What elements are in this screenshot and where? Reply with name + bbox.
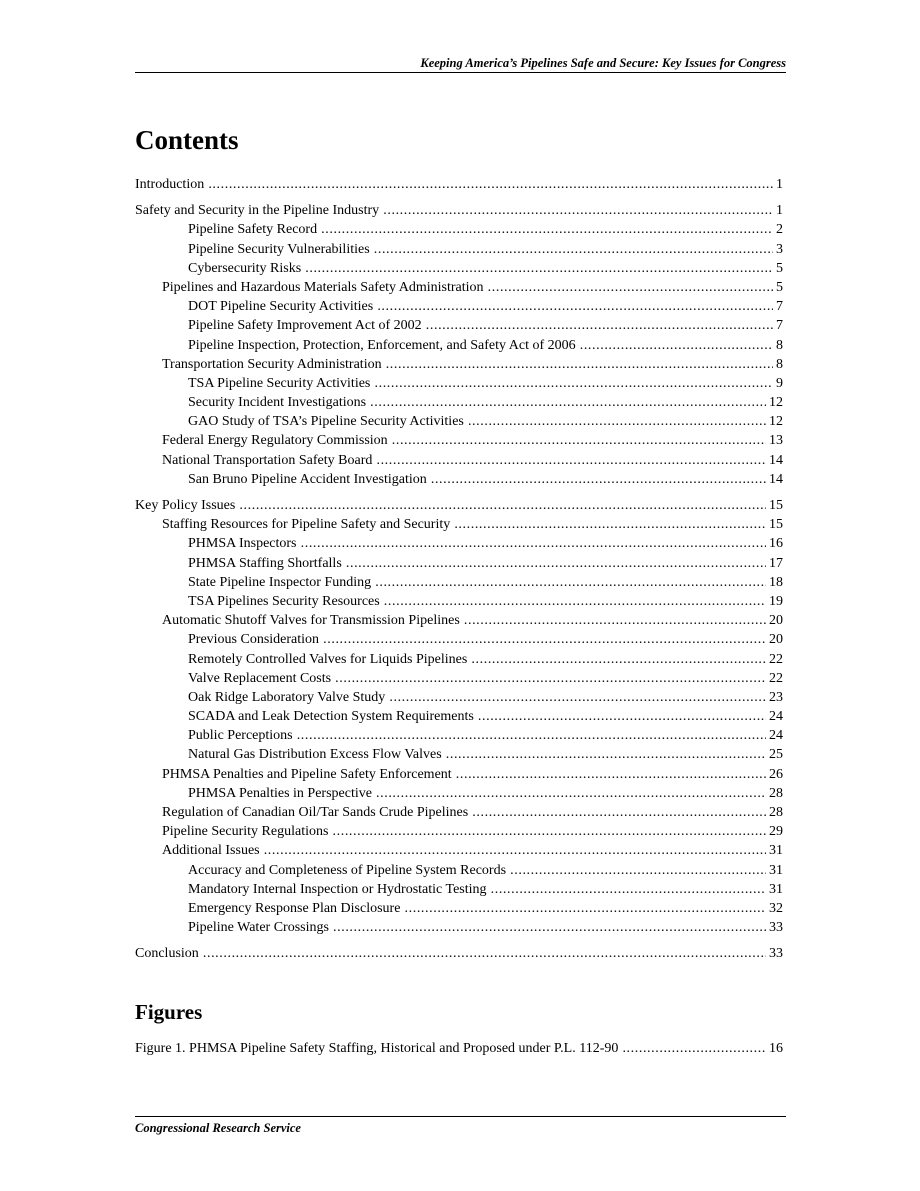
toc-entry-page-number: 28 xyxy=(766,803,783,822)
toc-entry-title: State Pipeline Inspector Funding ..... xyxy=(135,573,783,592)
toc-entry-page-number: 33 xyxy=(766,944,783,963)
toc-entry-title: Pipeline Inspection, Protection, Enforcement, and Safety Act of 2006 ..... xyxy=(135,336,783,355)
toc-entry[interactable] xyxy=(135,765,783,784)
contents-heading: Contents xyxy=(135,125,239,155)
toc-entry[interactable] xyxy=(135,259,783,278)
toc-entry-title: Regulation of Canadian Oil/Tar Sands Crude Pipelines ..... xyxy=(135,803,783,822)
toc-entry[interactable] xyxy=(135,355,783,374)
toc-entry-title: Security Incident Investigations ..... xyxy=(135,393,783,412)
toc-entry-page-number: 8 xyxy=(773,355,783,374)
toc-entry-title: Public Perceptions ..... xyxy=(135,726,783,745)
toc-entry-title: Remotely Controlled Valves for Liquids Pipelines ..... xyxy=(135,650,783,669)
toc-entry-title: Introduction ..... xyxy=(135,175,783,194)
figures-heading: Figures xyxy=(135,1000,203,1024)
toc-entry-title: Previous Consideration ..... xyxy=(135,630,783,649)
toc-entry[interactable] xyxy=(135,393,783,412)
toc-entry[interactable] xyxy=(135,688,783,707)
toc-entry-page-number: 15 xyxy=(766,515,783,534)
toc-entry-page-number: 17 xyxy=(766,554,783,573)
toc-entry[interactable] xyxy=(135,316,783,335)
toc-entry-page-number: 12 xyxy=(766,412,783,431)
toc-entry[interactable] xyxy=(135,431,783,450)
toc-entry-page-number: 28 xyxy=(766,784,783,803)
toc-entry-page-number: 3 xyxy=(773,240,783,259)
toc-entry-page-number: 33 xyxy=(766,918,783,937)
toc-entry-page-number: 13 xyxy=(766,431,783,450)
toc-entry[interactable] xyxy=(135,240,783,259)
toc-entry-title: Figure 1. PHMSA Pipeline Safety Staffing, Historical and Proposed under P.L. 112-90 ..... xyxy=(135,1039,783,1058)
running-footer: Congressional Research Service xyxy=(135,1121,301,1135)
toc-entry[interactable] xyxy=(135,592,783,611)
toc-entry-page-number: 31 xyxy=(766,861,783,880)
toc-entry-title: Automatic Shutoff Valves for Transmission Pipelines ..... xyxy=(135,611,783,630)
toc-entry[interactable] xyxy=(135,669,783,688)
table-of-contents xyxy=(135,175,783,964)
toc-entry[interactable] xyxy=(135,841,783,860)
toc-entry[interactable] xyxy=(135,175,783,194)
toc-entry-title: Staffing Resources for Pipeline Safety and Security ..... xyxy=(135,515,783,534)
toc-entry-page-number: 7 xyxy=(773,316,783,335)
toc-entry[interactable] xyxy=(135,1039,783,1058)
toc-entry-title: PHMSA Inspectors ..... xyxy=(135,534,783,553)
toc-entry[interactable] xyxy=(135,496,783,515)
toc-entry-title: National Transportation Safety Board ..... xyxy=(135,451,783,470)
toc-entry-page-number: 9 xyxy=(773,374,783,393)
toc-entry[interactable] xyxy=(135,374,783,393)
toc-entry-title: Pipeline Safety Record ..... xyxy=(135,220,783,239)
toc-entry-page-number: 20 xyxy=(766,611,783,630)
toc-entry[interactable] xyxy=(135,554,783,573)
toc-entry-title: Key Policy Issues ..... xyxy=(135,496,783,515)
toc-entry[interactable] xyxy=(135,611,783,630)
toc-entry[interactable] xyxy=(135,726,783,745)
toc-entry-page-number: 1 xyxy=(773,175,783,194)
toc-entry-page-number: 19 xyxy=(766,592,783,611)
toc-entry[interactable] xyxy=(135,861,783,880)
toc-entry-title: PHMSA Penalties in Perspective ..... xyxy=(135,784,783,803)
toc-entry[interactable] xyxy=(135,515,783,534)
toc-entry[interactable] xyxy=(135,745,783,764)
toc-entry-page-number: 22 xyxy=(766,650,783,669)
toc-entry[interactable] xyxy=(135,822,783,841)
toc-entry-page-number: 22 xyxy=(766,669,783,688)
header-rule xyxy=(135,72,786,73)
toc-entry-page-number: 24 xyxy=(766,726,783,745)
toc-entry-title: DOT Pipeline Security Activities ..... xyxy=(135,297,783,316)
toc-entry-title: Cybersecurity Risks ..... xyxy=(135,259,783,278)
toc-entry-title: Additional Issues ..... xyxy=(135,841,783,860)
toc-entry-title: Transportation Security Administration ..... xyxy=(135,355,783,374)
list-of-figures xyxy=(135,1039,783,1058)
toc-entry-title: San Bruno Pipeline Accident Investigation ..... xyxy=(135,470,783,489)
toc-entry-page-number: 26 xyxy=(766,765,783,784)
toc-entry[interactable] xyxy=(135,297,783,316)
toc-entry-page-number: 32 xyxy=(766,899,783,918)
toc-entry-title: Federal Energy Regulatory Commission ..... xyxy=(135,431,783,450)
toc-entry[interactable] xyxy=(135,336,783,355)
toc-entry-page-number: 31 xyxy=(766,841,783,860)
toc-entry-page-number: 20 xyxy=(766,630,783,649)
toc-entry-page-number: 31 xyxy=(766,880,783,899)
toc-entry[interactable] xyxy=(135,451,783,470)
footer-rule xyxy=(135,1116,786,1117)
toc-entry-page-number: 23 xyxy=(766,688,783,707)
toc-entry[interactable] xyxy=(135,534,783,553)
toc-entry-title: PHMSA Staffing Shortfalls ..... xyxy=(135,554,783,573)
toc-entry-page-number: 25 xyxy=(766,745,783,764)
toc-entry-page-number: 8 xyxy=(773,336,783,355)
toc-entry[interactable] xyxy=(135,630,783,649)
toc-entry-title: Pipeline Security Vulnerabilities ..... xyxy=(135,240,783,259)
toc-entry[interactable] xyxy=(135,650,783,669)
toc-entry-page-number: 14 xyxy=(766,470,783,489)
toc-entry-page-number: 5 xyxy=(773,259,783,278)
running-header: Keeping America’s Pipelines Safe and Secure: Key Issues for Congress xyxy=(420,56,786,70)
toc-entry[interactable] xyxy=(135,470,783,489)
toc-entry-title: Conclusion ..... xyxy=(135,944,783,963)
toc-entry-title: PHMSA Penalties and Pipeline Safety Enforcement ..... xyxy=(135,765,783,784)
toc-entry[interactable] xyxy=(135,899,783,918)
toc-entry-page-number: 7 xyxy=(773,297,783,316)
toc-entry-title: Natural Gas Distribution Excess Flow Valves ..... xyxy=(135,745,783,764)
toc-entry[interactable] xyxy=(135,201,783,220)
toc-entry-page-number: 1 xyxy=(773,201,783,220)
toc-entry[interactable] xyxy=(135,944,783,963)
toc-entry[interactable] xyxy=(135,803,783,822)
toc-entry[interactable] xyxy=(135,573,783,592)
toc-entry-page-number: 5 xyxy=(773,278,783,297)
toc-entry-title: GAO Study of TSA’s Pipeline Security Activities ..... xyxy=(135,412,783,431)
toc-entry-title: Mandatory Internal Inspection or Hydrostatic Testing ..... xyxy=(135,880,783,899)
toc-entry-title: Accuracy and Completeness of Pipeline System Records ..... xyxy=(135,861,783,880)
toc-entry-title: SCADA and Leak Detection System Requirements ..... xyxy=(135,707,783,726)
toc-entry[interactable] xyxy=(135,784,783,803)
toc-entry-page-number: 16 xyxy=(766,534,783,553)
toc-entry-page-number: 15 xyxy=(766,496,783,515)
toc-entry-title: TSA Pipelines Security Resources ..... xyxy=(135,592,783,611)
toc-entry-title: Safety and Security in the Pipeline Industry ..... xyxy=(135,201,783,220)
toc-entry-title: Pipelines and Hazardous Materials Safety Administration ..... xyxy=(135,278,783,297)
toc-entry-page-number: 2 xyxy=(773,220,783,239)
toc-entry-title: Oak Ridge Laboratory Valve Study ..... xyxy=(135,688,783,707)
toc-entry-title: Pipeline Water Crossings ..... xyxy=(135,918,783,937)
toc-entry-page-number: 16 xyxy=(766,1039,783,1058)
toc-entry[interactable] xyxy=(135,412,783,431)
toc-entry[interactable] xyxy=(135,880,783,899)
toc-entry[interactable] xyxy=(135,918,783,937)
toc-entry-title: Pipeline Safety Improvement Act of 2002 ..... xyxy=(135,316,783,335)
toc-entry[interactable] xyxy=(135,707,783,726)
toc-entry-title: Valve Replacement Costs ..... xyxy=(135,669,783,688)
toc-entry-page-number: 14 xyxy=(766,451,783,470)
toc-entry-page-number: 18 xyxy=(766,573,783,592)
toc-entry-page-number: 24 xyxy=(766,707,783,726)
toc-entry[interactable] xyxy=(135,220,783,239)
toc-entry-title: Pipeline Security Regulations ..... xyxy=(135,822,783,841)
toc-entry-page-number: 12 xyxy=(766,393,783,412)
toc-entry-page-number: 29 xyxy=(766,822,783,841)
toc-entry-title: Emergency Response Plan Disclosure ..... xyxy=(135,899,783,918)
toc-entry[interactable] xyxy=(135,278,783,297)
toc-entry-title: TSA Pipeline Security Activities ..... xyxy=(135,374,783,393)
